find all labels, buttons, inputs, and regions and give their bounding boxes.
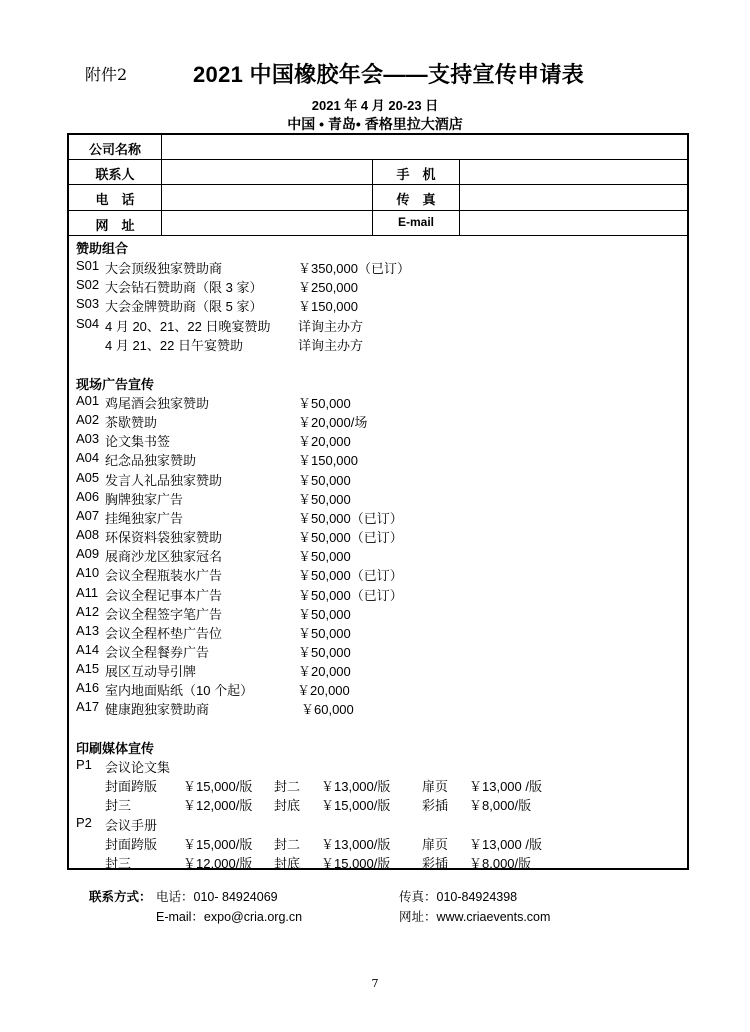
- print-media-group: [69, 815, 669, 833]
- item-name: 会议全程杯垫广告位: [105, 625, 223, 641]
- onsite-ad-item: [69, 565, 669, 583]
- item-name: 会议全程记事本广告: [105, 587, 223, 603]
- item-name: 鸡尾酒会独家赞助: [105, 396, 210, 411]
- item-code: A16: [76, 680, 100, 696]
- item-code: A14: [76, 641, 100, 657]
- item-code: S04: [76, 315, 100, 331]
- item-code: A10: [76, 565, 100, 581]
- print-option-label: 封面跨版: [105, 836, 158, 852]
- item-price: ￥50,000: [298, 606, 351, 622]
- fax-field[interactable]: [460, 185, 687, 210]
- item-name: 4 月 21、22 日午宴赞助: [105, 337, 243, 353]
- group-name: 会议论文集: [105, 760, 171, 775]
- print-option-price: ￥13,000 /版: [469, 836, 542, 852]
- row-divider: [69, 235, 687, 236]
- contact-fax: 传真：010-84924398: [399, 890, 518, 904]
- item-name: 发言人礼品独家赞助: [105, 472, 223, 488]
- attachment-label: 附件2: [85, 65, 128, 84]
- item-price: 详询主办方: [298, 337, 364, 353]
- item-price: ￥20,000: [298, 664, 351, 680]
- group-code: P2: [76, 814, 92, 830]
- item-code: A04: [76, 450, 100, 466]
- item-price: ￥150,000: [298, 299, 358, 315]
- event-venue: 中国 • 青岛• 香格里拉大酒店: [287, 116, 463, 132]
- contact-person-field[interactable]: [162, 160, 372, 184]
- mobile-label: 手 机: [396, 167, 436, 182]
- print-media-row: [69, 853, 669, 871]
- page-title: 2021 中国橡胶年会——支持宣传申请表: [193, 62, 585, 87]
- item-code: A02: [76, 412, 100, 428]
- sponsorship-item: [69, 335, 669, 353]
- onsite-ad-item: [69, 604, 669, 622]
- mobile-field[interactable]: [460, 160, 687, 184]
- print-media-section-title: 印刷媒体宣传: [76, 741, 155, 756]
- item-price: ￥250,000: [298, 280, 358, 296]
- contact-person-label: 联系人: [95, 167, 135, 182]
- onsite-ad-item: [69, 585, 669, 603]
- item-name: 展商沙龙区独家冠名: [105, 549, 223, 565]
- item-price: 详询主办方: [298, 318, 364, 334]
- item-name: 茶歇赞助: [105, 415, 158, 431]
- page-number: 7: [371, 977, 379, 990]
- print-option-price: ￥12,000/版: [183, 798, 253, 814]
- phone-label: 电 话: [95, 192, 135, 207]
- item-code: S01: [76, 258, 100, 273]
- website-label: 网 址: [95, 218, 135, 233]
- item-name: 会议全程餐券广告: [105, 644, 210, 660]
- print-option-price: ￥15,000/版: [183, 836, 253, 852]
- onsite-ad-item: [69, 470, 669, 488]
- sponsorship-item: [69, 258, 669, 276]
- contact-email[interactable]: E-mail：expo@cria.org.cn: [156, 910, 303, 924]
- item-price: ￥50,000（已订）: [298, 530, 403, 546]
- item-price: ￥50,000: [298, 549, 351, 565]
- item-code: S02: [76, 277, 100, 293]
- item-code: A03: [76, 431, 100, 447]
- sponsorship-item: [69, 296, 669, 314]
- print-media-row: [69, 776, 669, 794]
- item-price: ￥20,000/场: [298, 415, 368, 431]
- onsite-ad-item: [69, 527, 669, 545]
- item-code: A12: [76, 603, 100, 619]
- item-code: A11: [76, 584, 99, 600]
- item-code: A05: [76, 469, 100, 485]
- company-name-label: 公司名称: [88, 142, 141, 157]
- item-name: 室内地面贴纸（10 个起）: [105, 683, 254, 699]
- print-option-price: ￥13,000 /版: [469, 779, 542, 795]
- sponsorship-item: [69, 316, 669, 334]
- print-option-price: ￥13,000/版: [321, 836, 391, 852]
- print-option-label: 彩插: [422, 798, 449, 814]
- print-option-price: ￥12,000/版: [183, 856, 253, 871]
- print-option-label: 扉页: [422, 779, 449, 795]
- item-code: A13: [76, 622, 100, 638]
- onsite-ad-item: [69, 623, 669, 641]
- item-price: ￥50,000: [298, 491, 351, 507]
- item-price: ￥50,000: [298, 396, 351, 411]
- item-name: 大会钻石赞助商（限 3 家）: [105, 280, 263, 296]
- item-name: 4 月 20、21、22 日晚宴赞助: [105, 318, 271, 334]
- item-price: ￥20,000: [297, 683, 350, 699]
- contact-label: 联系方式：: [89, 890, 152, 904]
- onsite-ad-item: [69, 450, 669, 468]
- item-price: ￥60,000: [301, 702, 354, 718]
- onsite-ad-item: [69, 680, 669, 698]
- item-name: 论文集书签: [105, 434, 171, 450]
- print-option-label: 封底: [274, 856, 301, 871]
- onsite-ad-item: [69, 642, 669, 660]
- company-name-field[interactable]: [162, 135, 687, 159]
- item-price: ￥50,000: [298, 472, 351, 488]
- item-price: ￥50,000（已订）: [298, 568, 403, 584]
- item-price: ￥20,000: [298, 434, 351, 450]
- email-label: E-mail: [397, 215, 434, 229]
- item-code: A01: [76, 393, 100, 408]
- print-media-row: [69, 795, 669, 813]
- item-price: ￥150,000: [298, 453, 358, 469]
- print-option-price: ￥15,000/版: [321, 798, 391, 814]
- print-media-group: [69, 757, 669, 775]
- item-price: ￥350,000（已订）: [298, 261, 410, 276]
- sponsorship-section-title: 赞助组合: [76, 241, 129, 256]
- onsite-ad-item: [69, 508, 669, 526]
- item-code: A17: [76, 699, 100, 715]
- item-name: 会议全程瓶装水广告: [105, 568, 223, 584]
- item-price: ￥50,000（已订）: [298, 587, 403, 603]
- item-code: A07: [76, 507, 100, 523]
- group-name: 会议手册: [105, 817, 158, 833]
- contact-website[interactable]: 网址：www.criaevents.com: [399, 910, 551, 924]
- item-code: S03: [76, 296, 100, 312]
- print-option-price: ￥8,000/版: [469, 798, 532, 814]
- onsite-ad-item: [69, 393, 669, 411]
- print-option-label: 封二: [274, 836, 301, 852]
- event-date: 2021 年 4 月 20-23 日: [311, 98, 439, 113]
- onsite-ad-item: [69, 412, 669, 430]
- print-option-label: 扉页: [422, 836, 449, 852]
- item-code: A06: [76, 488, 100, 504]
- print-option-label: 封底: [274, 798, 301, 814]
- onsite-ad-item: [69, 699, 669, 717]
- contact-phone: 电话：010- 84924069: [156, 890, 278, 904]
- item-name: 会议全程签字笔广告: [105, 606, 223, 622]
- print-media-row: [69, 834, 669, 852]
- item-name: 胸牌独家广告: [105, 491, 184, 507]
- item-name: 展区互动导引牌: [105, 664, 197, 680]
- onsite-ad-item: [69, 661, 669, 679]
- phone-field[interactable]: [162, 185, 372, 210]
- email-field[interactable]: [460, 211, 687, 235]
- item-price: ￥50,000（已订）: [298, 510, 403, 526]
- print-option-price: ￥13,000/版: [321, 779, 391, 795]
- item-name: 健康跑独家赞助商: [105, 702, 210, 718]
- onsite-ad-item: [69, 489, 669, 507]
- item-price: ￥50,000: [298, 625, 351, 641]
- website-field[interactable]: [162, 211, 372, 235]
- item-price: ￥50,000: [298, 644, 351, 660]
- item-name: 纪念品独家赞助: [105, 453, 197, 469]
- print-option-label: 封面跨版: [105, 779, 158, 795]
- print-option-label: 封三: [105, 856, 132, 871]
- group-code: P1: [76, 757, 92, 772]
- item-name: 大会金牌赞助商（限 5 家）: [105, 299, 263, 315]
- print-option-label: 封三: [105, 798, 132, 814]
- print-option-label: 彩插: [422, 856, 449, 871]
- item-code: A15: [76, 661, 100, 677]
- print-option-price: ￥15,000/版: [321, 856, 391, 871]
- print-option-price: ￥15,000/版: [183, 779, 253, 795]
- sponsorship-item: [69, 277, 669, 295]
- print-option-price: ￥8,000/版: [469, 856, 532, 871]
- onsite-ad-item: [69, 546, 669, 564]
- onsite-ads-section-title: 现场广告宣传: [76, 377, 155, 392]
- item-code: A08: [76, 527, 100, 543]
- item-name: 大会顶级独家赞助商: [105, 261, 223, 276]
- item-code: A09: [76, 546, 100, 562]
- print-option-label: 封二: [274, 779, 301, 795]
- fax-label: 传 真: [396, 192, 436, 207]
- item-name: 挂绳独家广告: [105, 510, 184, 526]
- item-name: 环保资料袋独家赞助: [105, 530, 223, 546]
- onsite-ad-item: [69, 431, 669, 449]
- application-form-table: [67, 133, 689, 870]
